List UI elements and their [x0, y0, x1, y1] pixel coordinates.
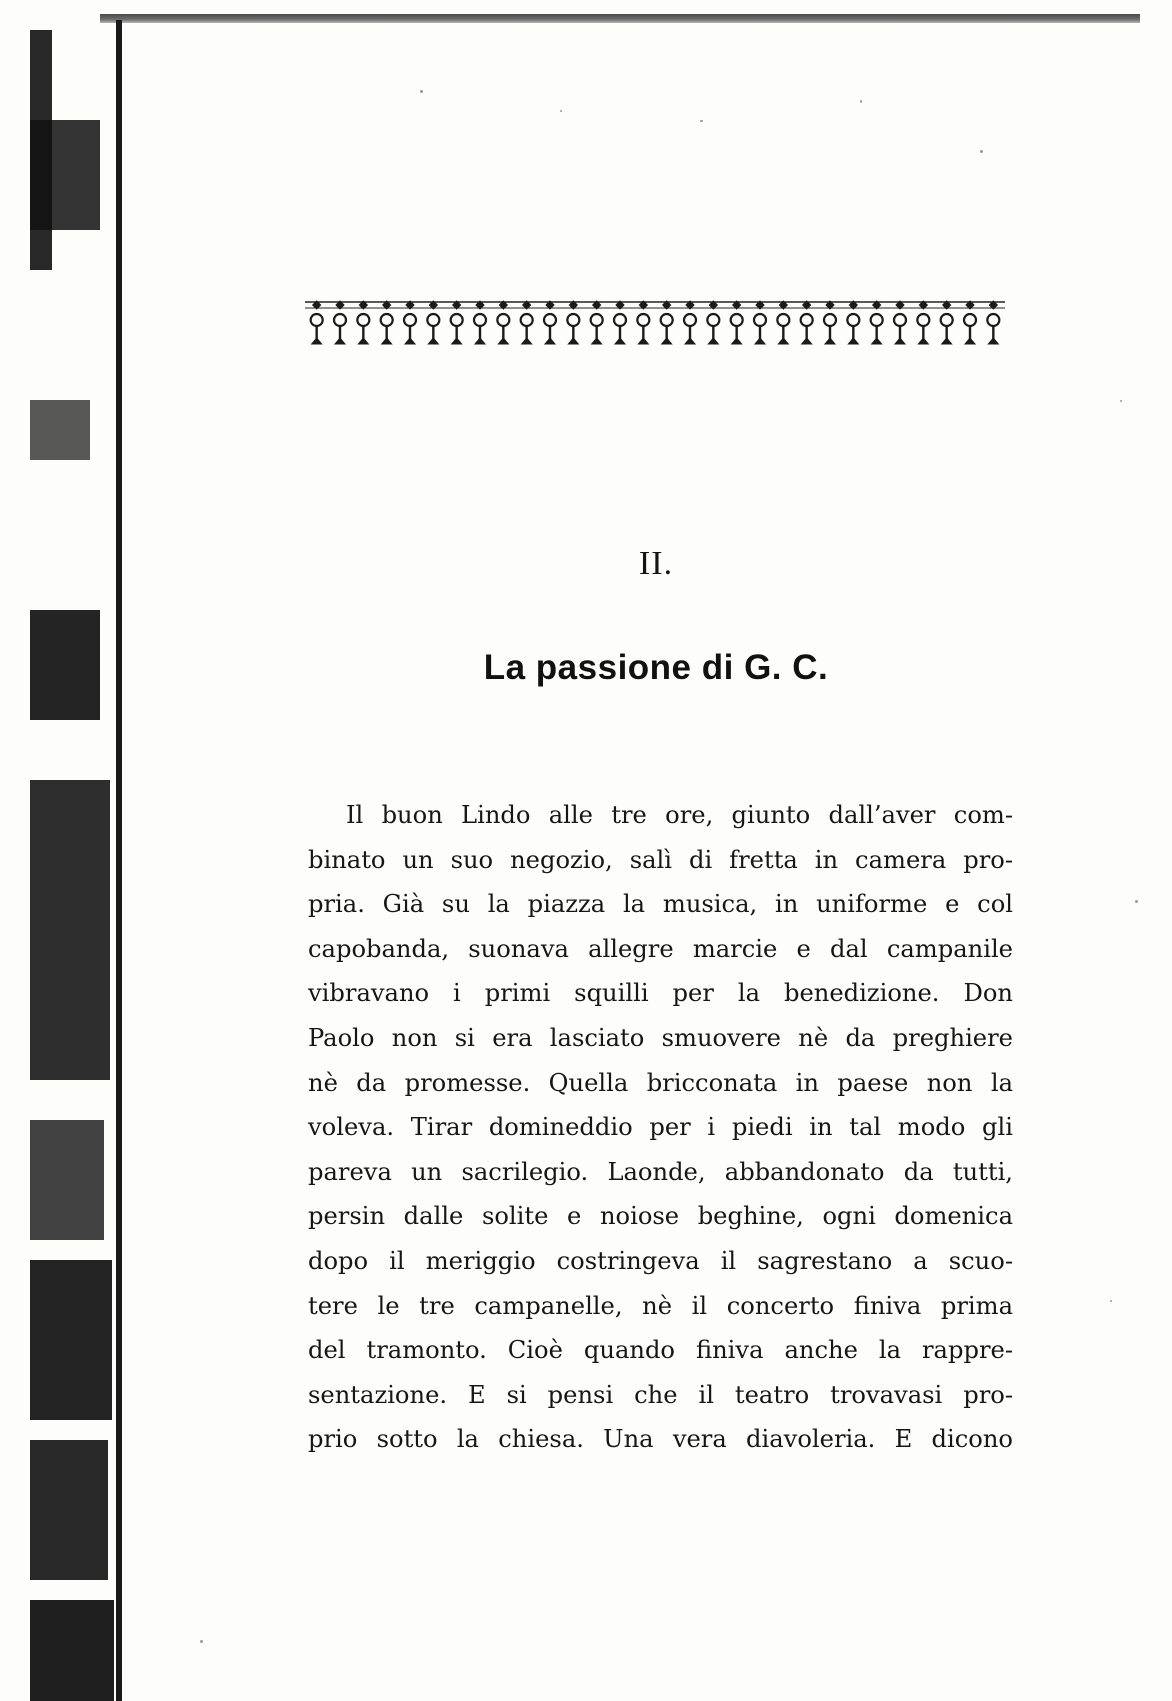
text-line: Paolo non si era lasciato smuovere nè da preghiere: [308, 1023, 1013, 1052]
text-line: pria. Già su la piazza la musica, in uniforme e col: [308, 890, 1013, 919]
body-paragraph: [308, 793, 1013, 1462]
binding-edge: [30, 20, 126, 1701]
ornament-unit: [567, 301, 579, 344]
ornament-border: [305, 300, 1005, 360]
ornament-unit: [334, 301, 346, 344]
ornament-unit: [917, 301, 929, 344]
ornament-unit: [824, 301, 836, 344]
ornament-unit: [661, 301, 673, 344]
ornament-unit: [451, 301, 463, 344]
ornament-unit: [987, 301, 999, 344]
ornament-unit: [474, 301, 486, 344]
ornament-unit: [964, 301, 976, 344]
text-line: Il buon Lindo alle tre ore, giunto dall’aver com-: [346, 801, 1013, 829]
scan-top-edge: [100, 14, 1140, 23]
ornament-unit: [311, 301, 323, 344]
ornament-unit: [381, 301, 393, 344]
ornament-unit: [637, 301, 649, 344]
ornament-unit: [544, 301, 556, 344]
ornament-unit: [404, 301, 416, 344]
ornament-unit: [731, 301, 743, 344]
ornament-unit: [754, 301, 766, 344]
ornament-unit: [847, 301, 859, 344]
ornament-unit: [684, 301, 696, 344]
text-line: voleva. Tirar domineddio per i piedi in tal modo gli: [308, 1113, 1013, 1142]
ornament-unit: [707, 301, 719, 344]
ornament-unit: [357, 301, 369, 344]
text-line: vibravano i primi squilli per la benedizione. Don: [308, 979, 1013, 1008]
ornament-unit: [871, 301, 883, 344]
ornament-unit: [427, 301, 439, 344]
text-line: prio sotto la chiesa. Una vera diavoleria. E dicono: [308, 1425, 1013, 1454]
ornament-unit: [591, 301, 603, 344]
ornament-unit: [614, 301, 626, 344]
ornament-unit: [497, 301, 509, 344]
text-line: capobanda, suonava allegre marcie e dal campanile: [308, 934, 1013, 963]
chapter-number: II.: [638, 545, 674, 582]
ornament-unit: [941, 301, 953, 344]
ornament-unit: [894, 301, 906, 344]
ornament-unit: [777, 301, 789, 344]
text-line: nè da promesse. Quella bricconata in paese non la: [308, 1068, 1013, 1097]
text-line: dopo il meriggio costringeva il sagrestano a scuo-: [308, 1246, 1013, 1275]
text-line: sentazione. E si pensi che il teatro trovavasi pro-: [308, 1380, 1013, 1409]
text-line: del tramonto. Cioè quando finiva anche la rappre-: [308, 1336, 1013, 1365]
text-line: binato un suo negozio, salì di fretta in camera pro-: [308, 845, 1013, 874]
ornament-unit: [521, 301, 533, 344]
ornament-unit: [801, 301, 813, 344]
text-line: pareva un sacrilegio. Laonde, abbandonato da tutti,: [308, 1157, 1013, 1186]
text-line: tere le tre campanelle, nè il concerto finiva prima: [308, 1291, 1013, 1320]
chapter-title: La passione di G. C.: [483, 648, 829, 687]
text-line: persin dalle solite e noiose beghine, ogni domenica: [308, 1202, 1013, 1231]
